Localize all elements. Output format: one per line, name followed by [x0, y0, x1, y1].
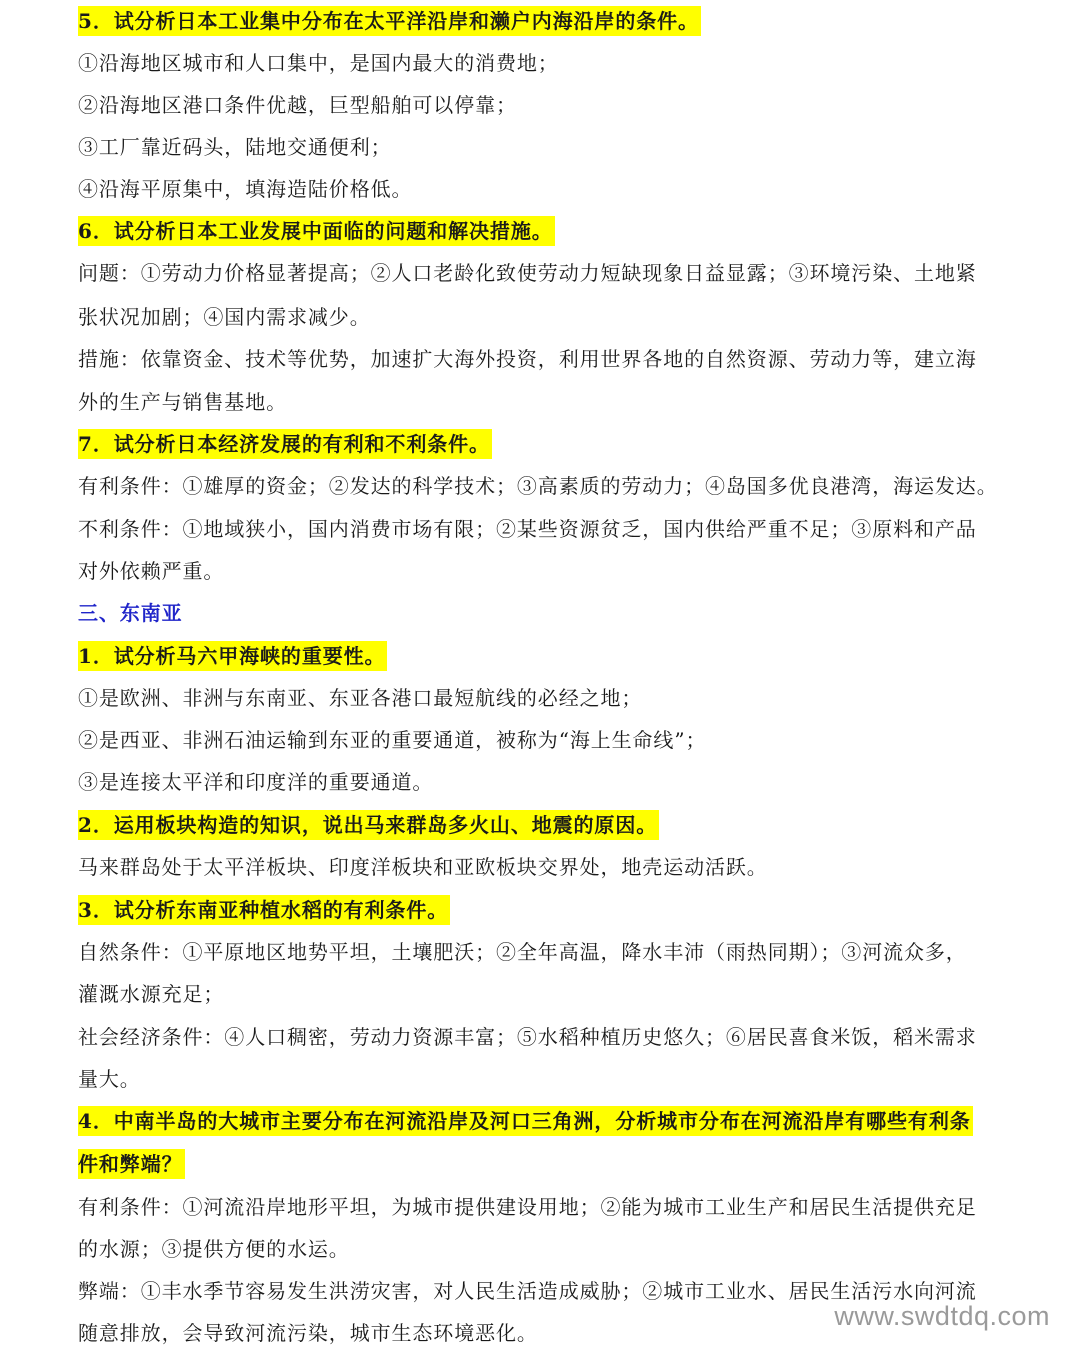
- question-heading: [78, 1143, 185, 1185]
- question-heading: [78, 423, 492, 465]
- answer-line: ③工厂靠近码头，陆地交通便利；: [78, 135, 392, 159]
- highlighted-question-text: 件和弊端？: [78, 1149, 185, 1179]
- answer-line: 措施：依靠资金、技术等优势，加速扩大海外投资，利用世界各地的自然资源、劳动力等，建立海: [78, 347, 977, 371]
- answer-line: 马来群岛处于太平洋板块、印度洋板块和亚欧板块交界处，地壳运动活跃。: [78, 855, 768, 879]
- question-heading: [78, 635, 387, 677]
- answer-line: ①沿海地区城市和人口集中，是国内最大的消费地；: [78, 51, 559, 75]
- highlighted-question-text: 5．试分析日本工业集中分布在太平洋沿岸和濑户内海沿岸的条件。: [78, 6, 701, 36]
- highlighted-question-text: 4．中南半岛的大城市主要分布在河流沿岸及河口三角洲，分析城市分布在河流沿岸有哪些有利条: [78, 1106, 973, 1136]
- answer-line: 有利条件：①雄厚的资金；②发达的科学技术；③高素质的劳动力；④岛国多优良港湾，海运发达。: [78, 474, 998, 498]
- answer-line: ①是欧洲、非洲与东南亚、东亚各港口最短航线的必经之地；: [78, 686, 643, 710]
- answer-line: 随意排放，会导致河流污染，城市生态环境恶化。: [78, 1321, 538, 1345]
- answer-line: 不利条件：①地域狭小，国内消费市场有限；②某些资源贫乏，国内供给严重不足；③原料和产品: [78, 517, 977, 541]
- answer-line: 有利条件：①河流沿岸地形平坦，为城市提供建设用地；②能为城市工业生产和居民生活提供充足: [78, 1195, 977, 1219]
- answer-line: ②沿海地区港口条件优越，巨型船舶可以停靠；: [78, 93, 517, 117]
- answer-line: 弊端：①丰水季节容易发生洪涝灾害，对人民生活造成威胁；②城市工业水、居民生活污水向河流: [78, 1279, 977, 1303]
- question-heading: [78, 210, 555, 252]
- answer-line: ④沿海平原集中，填海造陆价格低。: [78, 177, 413, 201]
- answer-line: 的水源；③提供方便的水运。: [78, 1237, 350, 1261]
- answer-line: ②是西亚、非洲石油运输到东亚的重要通道，被称为“海上生命线”；: [78, 728, 707, 752]
- highlighted-question-text: 7．试分析日本经济发展的有利和不利条件。: [78, 429, 492, 459]
- question-heading: [78, 804, 659, 846]
- highlighted-question-text: 6．试分析日本工业发展中面临的问题和解决措施。: [78, 216, 555, 246]
- question-heading: [78, 1100, 973, 1142]
- answer-line: 外的生产与销售基地。: [78, 390, 287, 414]
- question-heading: [78, 889, 450, 931]
- highlighted-question-text: 1．试分析马六甲海峡的重要性。: [78, 641, 387, 671]
- answer-line: 灌溉水源充足；: [78, 982, 225, 1006]
- answer-line: 社会经济条件：④人口稠密，劳动力资源丰富；⑤水稻种植历史悠久；⑥居民喜食米饭，稻米需求: [78, 1025, 977, 1049]
- answer-line: 问题：①劳动力价格显著提高；②人口老龄化致使劳动力短缺现象日益显露；③环境污染、土地紧: [78, 261, 977, 285]
- answer-line: 量大。: [78, 1067, 141, 1091]
- watermark: www.swdtdq.com: [834, 1301, 1050, 1331]
- answer-line: ③是连接太平洋和印度洋的重要通道。: [78, 770, 434, 794]
- answer-line: 对外依赖严重。: [78, 559, 225, 583]
- answer-line: 张状况加剧；④国内需求减少。: [78, 305, 371, 329]
- highlighted-question-text: 3．试分析东南亚种植水稻的有利条件。: [78, 895, 450, 925]
- answer-line: 自然条件：①平原地区地势平坦，土壤肥沃；②全年高温，降水丰沛（雨热同期）；③河流众多，: [78, 940, 967, 964]
- question-heading: [78, 0, 701, 42]
- highlighted-question-text: 2．运用板块构造的知识，说出马来群岛多火山、地震的原因。: [78, 810, 659, 840]
- section-heading: 三、东南亚: [78, 601, 183, 625]
